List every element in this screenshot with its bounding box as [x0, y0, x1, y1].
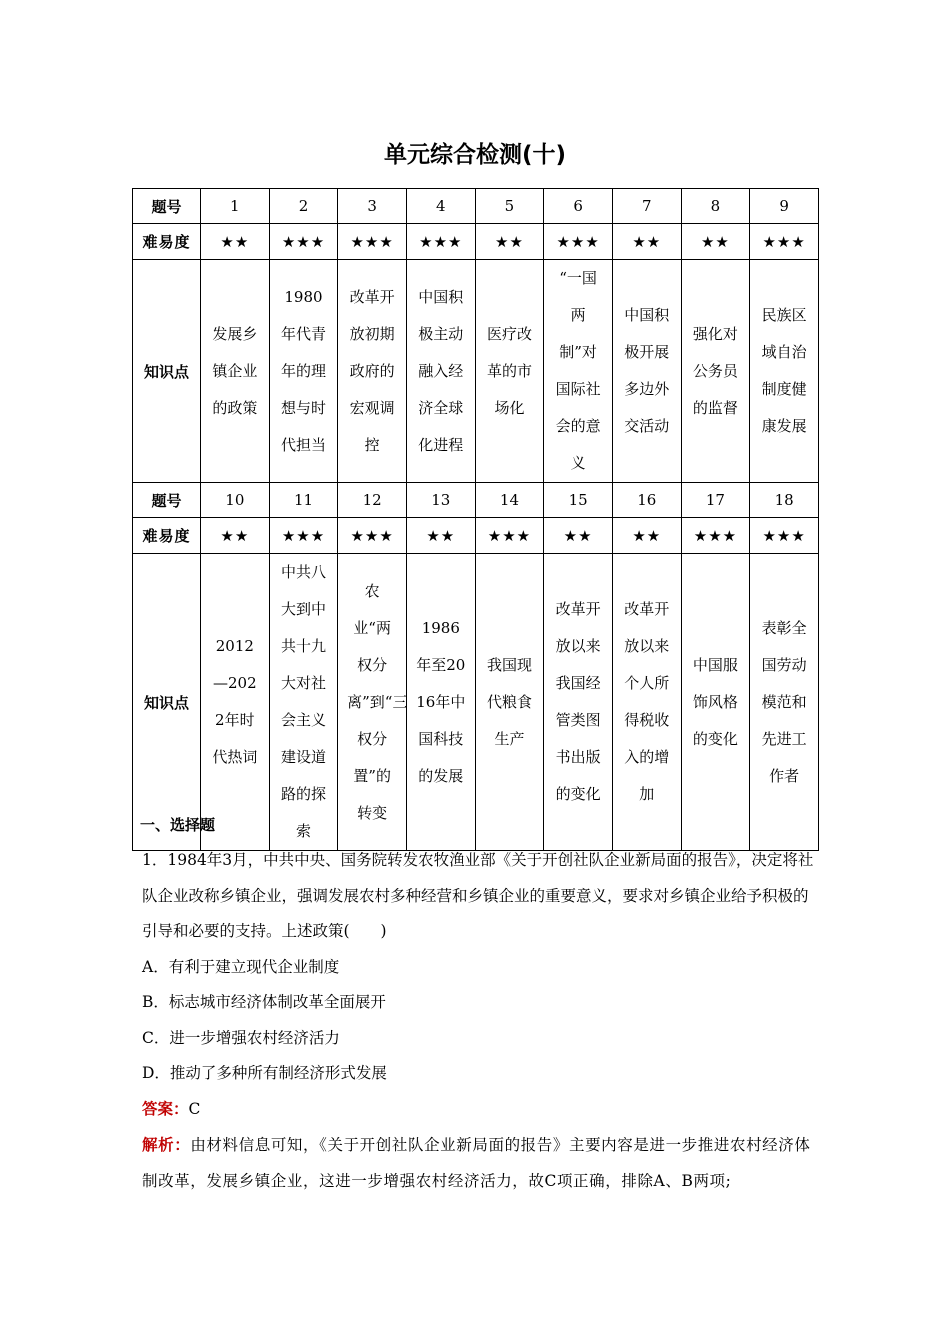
number-cell: 10: [201, 483, 270, 518]
difficulty-cell: ★★★: [338, 518, 407, 554]
knowledge-text: 中共八大到中共十九大对社会主义建设道路的探索: [280, 563, 326, 840]
number-cell: 4: [406, 189, 475, 224]
difficulty-cell: ★★: [612, 224, 681, 260]
question-stem: 1．1984年3月，中共中央、国务院转发农牧渔业部《关于开创社队企业新局面的报告》，决定将社队企业改称乡镇企业，强调发展农村多种经营和乡镇企业的重要意义，要求对乡镇企业给予积极的引导和必要的支持。上述政策( ): [142, 851, 814, 940]
option-d: D．推动了多种所有制经济形式发展: [142, 1064, 387, 1082]
difficulty-cell: ★★★: [544, 224, 613, 260]
knowledge-text: 表彰全国劳动模范和先进工作者: [761, 618, 807, 785]
knowledge-cell: [475, 260, 544, 483]
difficulty-cell: ★★★: [269, 224, 338, 260]
difficulty-label: 难易度: [133, 518, 201, 554]
number-cell: 3: [338, 189, 407, 224]
analysis-line: [142, 1127, 822, 1199]
number-cell: 17: [681, 483, 750, 518]
knowledge-text: 1980年代青年的理想与时代担当: [280, 287, 326, 454]
knowledge-cell: [681, 260, 750, 483]
analysis-text: 由材料信息可知，《关于开创社队企业新局面的报告》主要内容是进一步推进农村经济体制改革，发展乡镇企业，这进一步增强农村经济活力，故C项正确，排除A、B两项;: [142, 1136, 811, 1190]
knowledge-cell: [475, 554, 544, 851]
difficulty-cell: ★★★: [406, 224, 475, 260]
knowledge-text: 改革开放以来个人所得税收入的增加: [624, 600, 670, 803]
section-heading: 一、选择题: [140, 816, 216, 834]
knowledge-text: 发展乡镇企业的政策: [212, 324, 258, 417]
number-cell: 16: [612, 483, 681, 518]
answer-value: C: [188, 1099, 201, 1118]
knowledge-cell: [750, 260, 819, 483]
number-cell: 15: [544, 483, 613, 518]
difficulty-cell: ★★: [201, 224, 270, 260]
knowledge-text: 强化对公务员的监督: [692, 324, 738, 417]
knowledge-cell: [406, 554, 475, 851]
difficulty-cell: ★★★: [269, 518, 338, 554]
number-cell: 8: [681, 189, 750, 224]
difficulty-cell: ★★★: [338, 224, 407, 260]
knowledge-cell: [201, 260, 270, 483]
difficulty-cell: ★★: [201, 518, 270, 554]
knowledge-label: 知识点: [133, 260, 201, 483]
difficulty-cell: ★★: [475, 224, 544, 260]
knowledge-text: 农业“两权分离”到“三权分置”的转变: [347, 581, 408, 822]
knowledge-cell: [338, 554, 407, 851]
number-label: 题号: [133, 189, 201, 224]
knowledge-cell: [544, 554, 613, 851]
difficulty-cell: ★★★: [475, 518, 544, 554]
knowledge-cell: [406, 260, 475, 483]
number-cell: 5: [475, 189, 544, 224]
knowledge-text: 1986年至2016年中国科技的发展: [416, 618, 466, 785]
knowledge-text: 改革开放以来我国经管类图书出版的变化: [555, 600, 601, 803]
option-a: A．有利于建立现代企业制度: [142, 957, 340, 976]
difficulty-cell: ★★★: [750, 518, 819, 554]
number-label: 题号: [133, 483, 201, 518]
number-cell: 14: [475, 483, 544, 518]
knowledge-cell: [544, 260, 613, 483]
difficulty-cell: ★★: [406, 518, 475, 554]
page-title: 单元综合检测(十): [383, 142, 567, 168]
number-cell: 18: [750, 483, 819, 518]
number-cell: 7: [612, 189, 681, 224]
number-cell: 9: [750, 189, 819, 224]
difficulty-cell: ★★★: [750, 224, 819, 260]
option-b: B．标志城市经济体制改革全面展开: [142, 993, 386, 1011]
number-cell: 13: [406, 483, 475, 518]
number-cell: 11: [269, 483, 338, 518]
difficulty-cell: ★★★: [681, 518, 750, 554]
knowledge-text: 中国积极主动融入经济全球化进程: [418, 287, 464, 454]
number-cell: 2: [269, 189, 338, 224]
knowledge-cell: [338, 260, 407, 483]
answer-line: [142, 1092, 822, 1128]
knowledge-cell: [612, 260, 681, 483]
knowledge-label: 知识点: [133, 554, 201, 851]
analysis-label: 解析：: [142, 1136, 191, 1154]
knowledge-cell: [612, 554, 681, 851]
knowledge-cell: [681, 554, 750, 851]
knowledge-text: 中国积极开展多边外交活动: [624, 306, 670, 435]
knowledge-text: 中国服饰风格的变化: [692, 655, 738, 748]
difficulty-cell: ★★: [612, 518, 681, 554]
knowledge-text: 2012—2022年时代热词: [212, 637, 258, 766]
question-content: [142, 814, 822, 1199]
knowledge-text: 民族区域自治制度健康发展: [761, 306, 807, 435]
answer-label: 答案：: [142, 1099, 189, 1118]
option-c: C．进一步增强农村经济活力: [142, 1028, 340, 1047]
difficulty-label: 难易度: [133, 224, 201, 260]
knowledge-cell: [269, 260, 338, 483]
number-cell: 1: [201, 189, 270, 224]
knowledge-table: [132, 188, 819, 851]
knowledge-text: “一国两制”对国际社会的意义: [555, 269, 601, 472]
knowledge-text: 医疗改革的市场化: [486, 324, 532, 417]
number-cell: 12: [338, 483, 407, 518]
knowledge-cell: [201, 554, 270, 851]
difficulty-cell: ★★: [681, 224, 750, 260]
knowledge-cell: [269, 554, 338, 851]
knowledge-text: 我国现代粮食生产: [486, 655, 532, 748]
number-cell: 6: [544, 189, 613, 224]
knowledge-cell: [750, 554, 819, 851]
difficulty-cell: ★★: [544, 518, 613, 554]
knowledge-text: 改革开放初期政府的宏观调控: [349, 287, 395, 454]
